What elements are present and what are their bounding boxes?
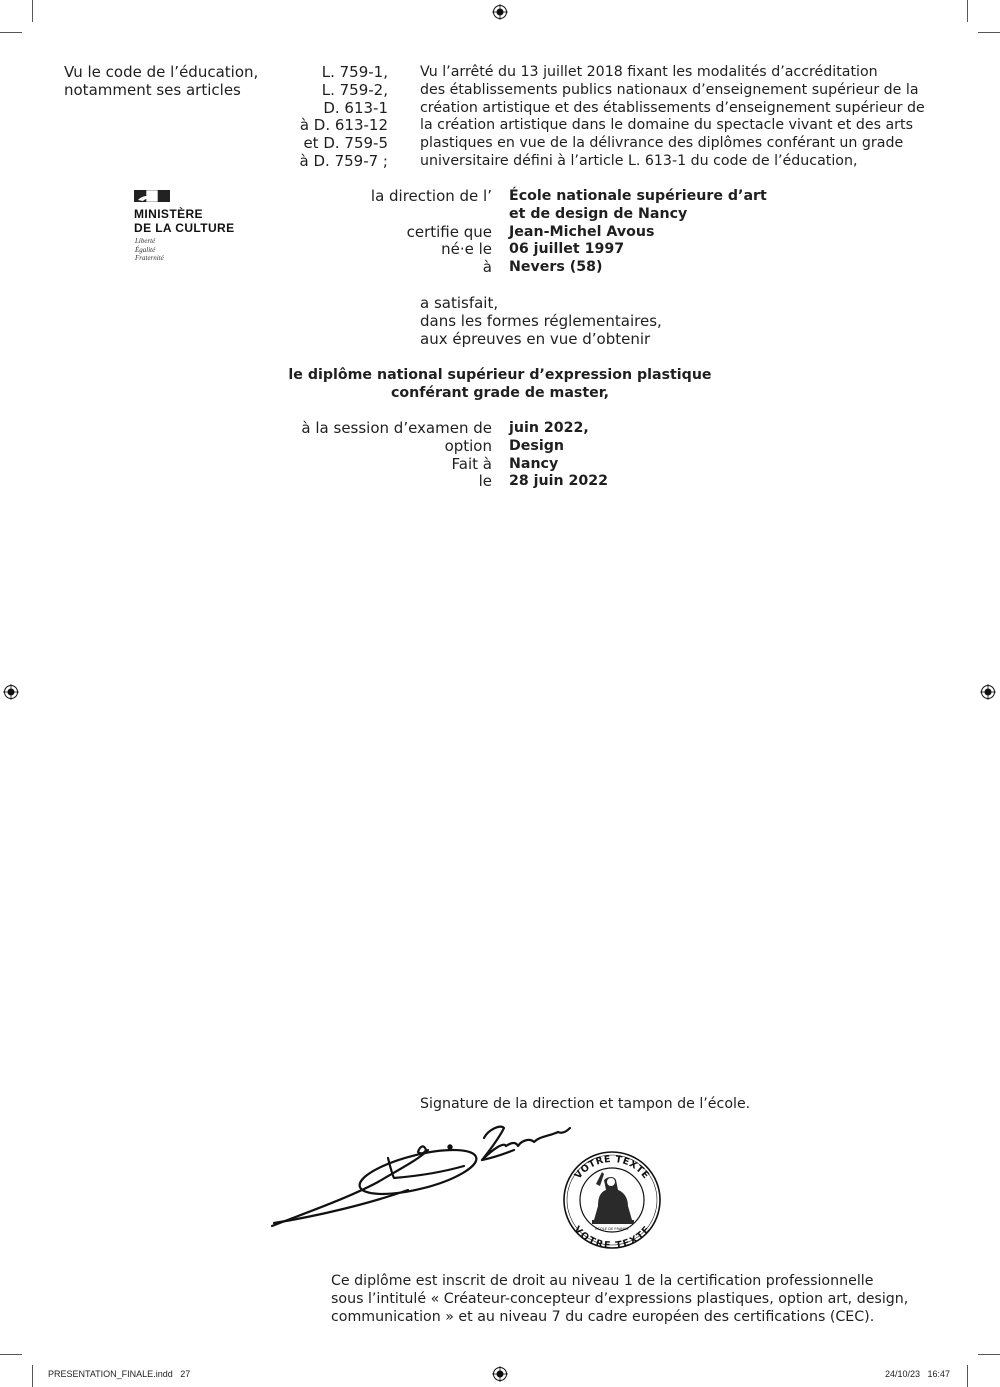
cert-label: [300, 206, 492, 224]
birth-place: Nevers (58): [509, 259, 603, 276]
diploma-title: [250, 367, 750, 403]
cert-label: certifie que: [406, 222, 492, 241]
certification-note: [331, 1273, 951, 1326]
satisfied-line: dans les formes réglementaires,: [420, 311, 662, 330]
session-label: Fait à: [451, 454, 492, 473]
marianne-flag-icon: [134, 190, 170, 202]
satisfied-line: a satisfait,: [420, 294, 499, 312]
logo-title-line: MINISTÈRE: [134, 207, 203, 221]
exam-session: juin 2022,: [509, 420, 589, 436]
school-stamp-icon: [556, 1150, 668, 1250]
crop-mark-bottom-right-h: [978, 1354, 1000, 1355]
stamp-inner-text: ÉCOLE DE FRANCE: [595, 1227, 629, 1231]
decree-line: plastiques en vue de la délivrance des diplômes conférant un grade: [420, 135, 904, 152]
article-ref: à D. 759-7 ;: [299, 151, 388, 170]
stamp-top-text: VOTRE TEXTE: [572, 1153, 652, 1182]
print-file-name: PRESENTATION_FINALE.indd 27: [48, 1369, 191, 1379]
session-label: le: [478, 472, 492, 491]
crop-mark-top-right: [967, 0, 968, 22]
satisfied-line: aux épreuves en vue d’obtenir: [420, 329, 651, 348]
preamble-line: Vu le code de l’éducation,: [64, 63, 259, 81]
crop-mark-top-left-h: [0, 32, 22, 33]
article-ref: L. 759-1,: [321, 63, 388, 81]
cert-label: né·e le: [441, 240, 492, 259]
session-labels: [292, 420, 492, 491]
crop-mark-top-left: [32, 0, 33, 22]
decree-line: des établissements publics nationaux d’enseignement supérieur de la: [420, 81, 919, 98]
registration-mark-top-icon: [492, 4, 508, 20]
cert-label: la direction de l’: [370, 187, 492, 205]
stamp-bottom-text: VOTRE TEXTE: [571, 1224, 653, 1250]
crop-mark-bottom-left: [32, 1365, 33, 1387]
session-label: à la session d’examen de: [301, 419, 492, 437]
satisfied-text: [420, 295, 720, 348]
issue-place: Nancy: [509, 455, 559, 472]
header-preamble: [64, 64, 284, 100]
logo-motto-line: Liberté: [135, 237, 156, 245]
decree-text: [420, 64, 940, 171]
decree-line: la création artistique dans le domaine du spectacle vivant et des arts: [420, 117, 913, 134]
school-name: et de design de Nancy: [509, 205, 688, 222]
print-datetime: 24/10/23 16:47: [885, 1369, 951, 1379]
diploma-title-line: le diplôme national supérieur d’expression plastique: [288, 367, 712, 383]
registration-mark-bottom-icon: [492, 1366, 508, 1382]
preamble-line: notamment ses articles: [64, 80, 241, 99]
birth-date: 06 juillet 1997: [509, 241, 625, 258]
issue-date: 28 juin 2022: [509, 473, 609, 490]
option-value: Design: [509, 437, 564, 454]
student-name: Jean-Michel Avous: [509, 223, 655, 240]
note-line: sous l’intitulé « Créateur-concepteur d’expressions plastiques, option art, design,: [331, 1290, 909, 1307]
article-list: [280, 64, 388, 171]
session-values: [509, 420, 709, 491]
diploma-title-line: conférant grade de master,: [390, 384, 610, 401]
note-line: Ce diplôme est inscrit de droit au niveau 1 de la certification professionnelle: [331, 1273, 874, 1289]
article-ref: à D. 613-12: [299, 116, 388, 135]
signature-caption: Signature de la direction et tampon de l’école.: [420, 1096, 751, 1112]
note-line: communication » et au niveau 7 du cadre européen des certifications (CEC).: [331, 1308, 875, 1325]
logo-motto-line: Égalité: [135, 245, 156, 254]
article-ref: L. 759-2,: [321, 80, 388, 99]
crop-mark-top-right-h: [978, 32, 1000, 33]
cert-label: à: [482, 258, 492, 277]
article-ref: D. 613-1: [323, 98, 388, 117]
article-ref: et D. 759-5: [303, 134, 388, 153]
decree-line: création artistique et des établissements d’enseignement supérieur de: [420, 99, 925, 116]
crop-mark-bottom-right: [967, 1365, 968, 1387]
logo-motto-line: Fraternité: [135, 254, 164, 262]
logo-title-line: DE LA CULTURE: [134, 221, 235, 235]
session-label: option: [444, 436, 492, 455]
school-name: École nationale supérieure d’art: [509, 188, 767, 204]
signature-icon: [268, 1120, 578, 1232]
decree-line: universitaire défini à l’article L. 613-1 du code de l’éducation,: [420, 152, 858, 169]
certification-labels: [300, 188, 492, 277]
registration-mark-left-icon: [3, 684, 19, 700]
certification-values: [509, 188, 809, 277]
registration-mark-right-icon: [980, 684, 996, 700]
decree-line: Vu l’arrêté du 13 juillet 2018 fixant les modalités d’accréditation: [420, 64, 878, 80]
ministry-logo: [134, 190, 274, 270]
crop-mark-bottom-left-h: [0, 1354, 22, 1355]
